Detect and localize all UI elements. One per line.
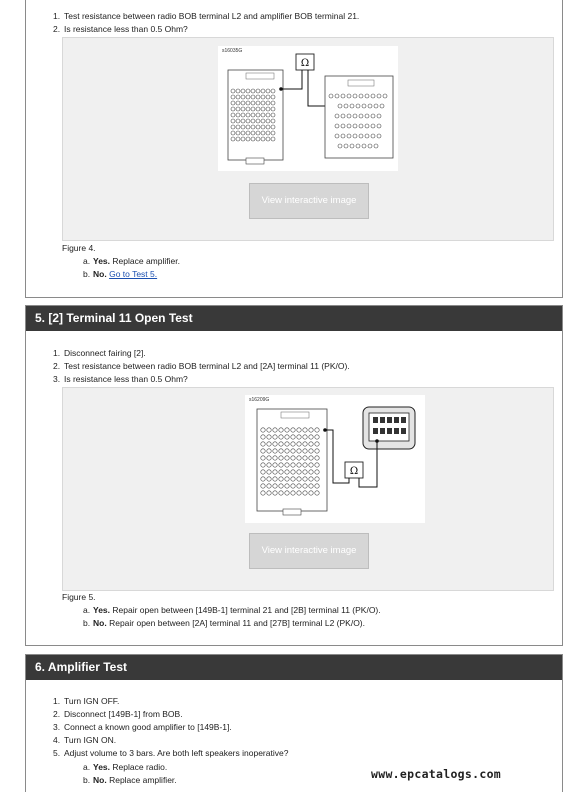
figure-5-container <box>62 387 554 591</box>
figure-id: s16035G <box>222 48 243 54</box>
step: 4. Turn IGN ON. <box>53 735 117 745</box>
section-6-title: 6. Amplifier Test <box>26 655 562 680</box>
answer-no: b. No. Replace amplifier. <box>83 775 177 785</box>
step: 2. Disconnect [149B-1] from BOB. <box>53 709 183 719</box>
step: 1. Disconnect fairing [2]. <box>53 348 146 358</box>
answer-no: b. No. Go to Test 5. <box>83 269 158 279</box>
figure-caption: Figure 4. <box>62 243 96 253</box>
view-interactive-image-button[interactable]: View interactive image <box>249 183 369 219</box>
svg-text:Ω: Ω <box>349 466 359 477</box>
answer-yes: a. Yes. Repair open between [149B-1] terminal 21 and [2B] terminal 11 (PK/O). <box>83 605 381 615</box>
answer-no: b. No. Repair open between [2A] terminal 11 and [27B] terminal L2 (PK/O). <box>83 618 366 628</box>
view-interactive-image-button[interactable]: View interactive image <box>249 533 369 569</box>
go-to-test-5-link[interactable]: Go to Test 5. <box>109 269 158 279</box>
step: 2. Is resistance less than 0.5 Ohm? <box>53 24 188 34</box>
figure-5-diagram <box>245 395 425 523</box>
section-5-title: 5. [2] Terminal 11 Open Test <box>26 306 562 331</box>
step: 2. Test resistance between radio BOB terminal L2 and [2A] terminal 11 (PK/O). <box>53 361 350 371</box>
answer-yes: a. Yes. Replace radio. <box>83 762 168 772</box>
svg-text:Ω: Ω <box>300 58 310 69</box>
section-4-card <box>25 0 563 298</box>
wiring-diagram <box>218 46 398 171</box>
watermark: www.epcatalogs.com <box>371 767 502 781</box>
step: 3. Is resistance less than 0.5 Ohm? <box>53 374 188 384</box>
figure-caption: Figure 5. <box>62 592 96 602</box>
figure-4-container <box>62 37 554 241</box>
step: 1. Turn IGN OFF. <box>53 696 120 706</box>
wiring-diagram <box>245 395 425 523</box>
section-5-card <box>25 305 563 646</box>
figure-id: s16209G <box>249 397 270 403</box>
step: 5. Adjust volume to 3 bars. Are both left speakers inoperative? <box>53 748 289 758</box>
step: 1. Test resistance between radio BOB terminal L2 and amplifier BOB terminal 21. <box>53 11 360 21</box>
figure-4-diagram <box>218 46 398 171</box>
step: 3. Connect a known good amplifier to [149B-1]. <box>53 722 232 732</box>
answer-yes: a. Yes. Replace amplifier. <box>83 256 180 266</box>
